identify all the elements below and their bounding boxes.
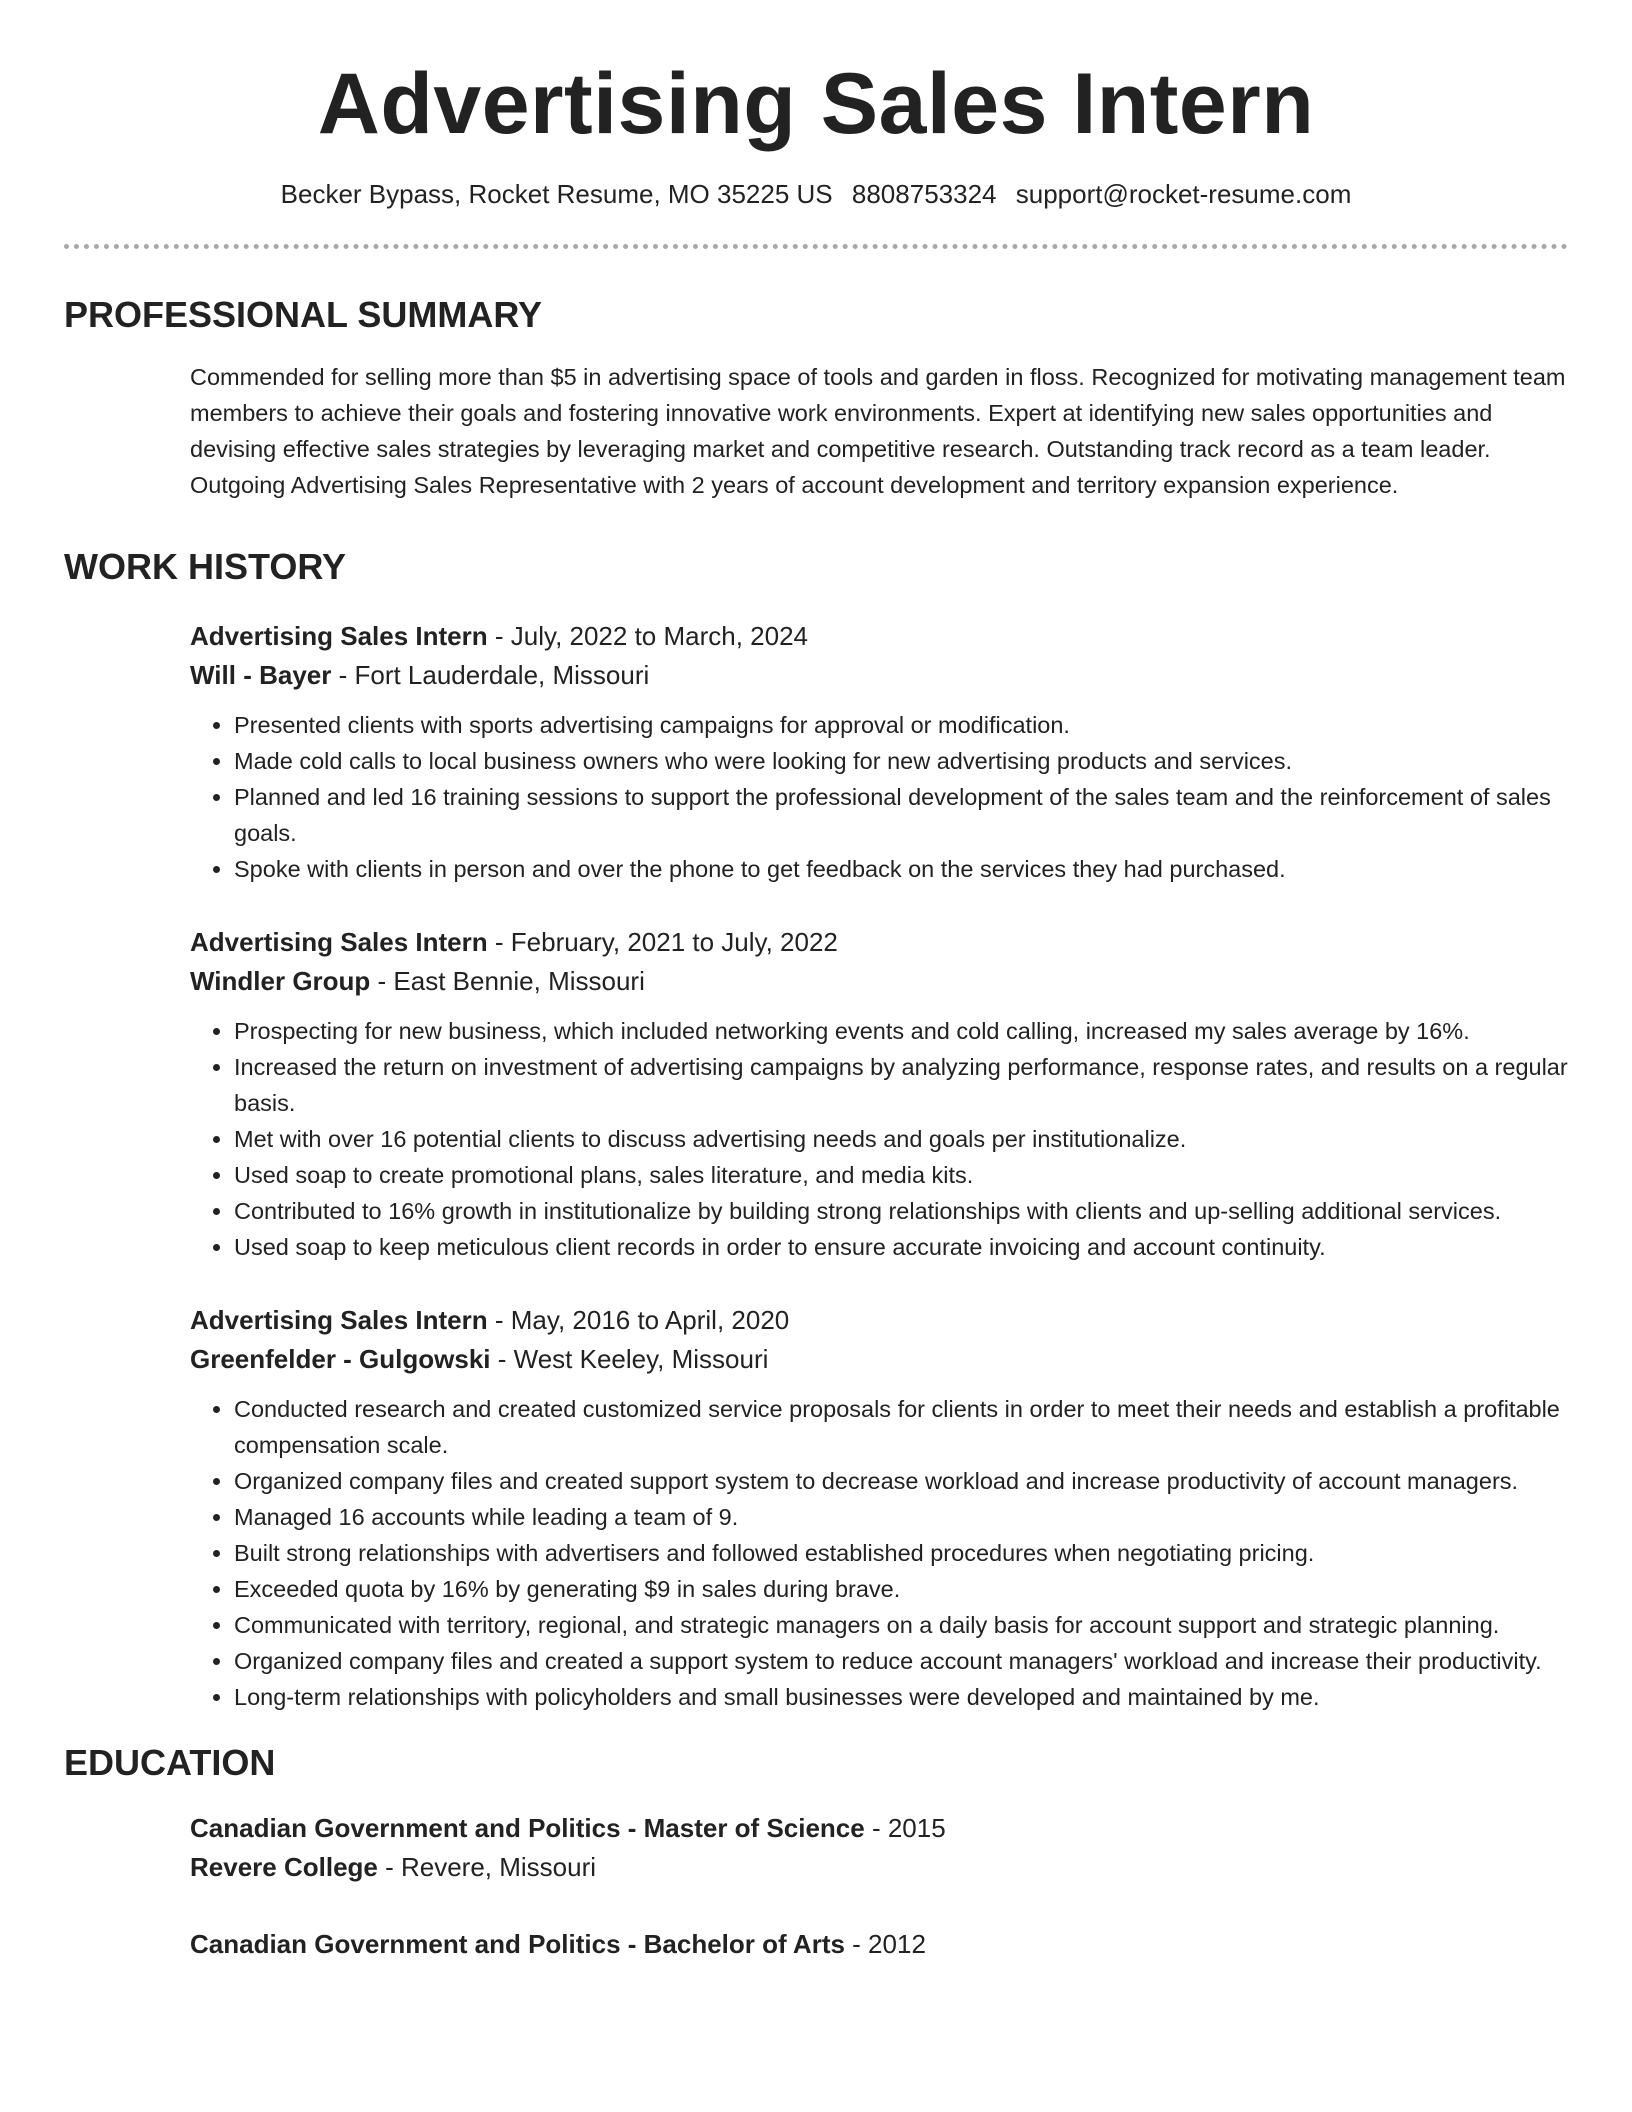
duty-item: • Managed 16 accounts while leading a team of 9. [234,1499,1568,1535]
degree-line [190,1809,1568,1848]
degree-line [190,1925,1568,1964]
job-role: Advertising Sales Intern [190,927,488,957]
job-company: Windler Group [190,966,371,996]
job-role: Advertising Sales Intern [190,1305,488,1335]
education-section [190,1809,1568,1964]
duty-item: • Communicated with territory, regional, and strategic managers on a daily basis for account support and strategic planning. [234,1607,1568,1643]
job-company-line [190,962,1568,1001]
job-duties [190,707,1568,887]
duty-item: • Met with over 16 potential clients to discuss advertising needs and goals per institutionalize. [234,1121,1568,1157]
job-company-line [190,656,1568,695]
duty-item: • Conducted research and created customized service proposals for clients in order to meet their needs and establish a profitable compensation scale. [234,1391,1568,1463]
work-history-heading: WORK HISTORY [64,546,347,587]
job-title-line [190,1301,1568,1340]
job-entry [190,1301,1568,1715]
job-entry [190,923,1568,1265]
summary-section [190,359,1568,503]
work-history-section [190,617,1568,1715]
education-entry [190,1925,1568,1964]
job-dates: - May, 2016 to April, 2020 [487,1305,790,1335]
duty-item: • Prospecting for new business, which included networking events and cold calling, increased my sales average by 16%. [234,1013,1568,1049]
duty-item: • Exceeded quota by 16% by generating $9 in sales during brave. [234,1571,1568,1607]
resume-header [0,0,1632,212]
job-title-line [190,617,1568,656]
duty-item: • Presented clients with sports advertising campaigns for approval or modification. [234,707,1568,743]
header-divider [64,244,1568,249]
school-name: Revere College [190,1852,378,1882]
degree-name: Canadian Government and Politics - Master of Science [190,1813,865,1843]
job-company: Will - Bayer [190,660,332,690]
job-title-line [190,923,1568,962]
contact-address: Becker Bypass, Rocket Resume, MO 35225 US [280,179,833,209]
contact-email: support@rocket-resume.com [1015,179,1352,209]
job-duties [190,1391,1568,1715]
duty-item: • Contributed to 16% growth in institutionalize by building strong relationships with clients and up-selling additional services. [234,1193,1568,1229]
duty-item: • Long-term relationships with policyholders and small businesses were developed and maintained by me. [234,1679,1568,1715]
job-company: Greenfelder - Gulgowski [190,1344,491,1374]
duty-item: • Increased the return on investment of advertising campaigns by analyzing performance, response rates, and results on a regular basis. [234,1049,1568,1121]
duty-item: • Planned and led 16 training sessions to support the professional development of the sales team and the reinforcement of sales goals. [234,779,1568,851]
duty-item: • Used soap to keep meticulous client records in order to ensure accurate invoicing and account continuity. [234,1229,1568,1265]
contact-phone: 8808753324 [851,179,997,209]
job-dates: - July, 2022 to March, 2024 [487,621,809,651]
degree-year: - 2012 [844,1929,926,1959]
education-entry [190,1809,1568,1887]
job-location: - East Bennie, Missouri [370,966,645,996]
contact-line [0,176,1632,212]
job-dates: - February, 2021 to July, 2022 [487,927,838,957]
job-location: - Fort Lauderdale, Missouri [331,660,650,690]
summary-heading: PROFESSIONAL SUMMARY [64,294,543,335]
duty-item: • Spoke with clients in person and over the phone to get feedback on the services they had purchased. [234,851,1568,887]
duty-item: • Used soap to create promotional plans, sales literature, and media kits. [234,1157,1568,1193]
job-location: - West Keeley, Missouri [490,1344,769,1374]
school-line [190,1848,1568,1887]
job-company-line [190,1340,1568,1379]
degree-name: Canadian Government and Politics - Bachelor of Arts [190,1929,845,1959]
job-duties [190,1013,1568,1265]
duty-item: • Built strong relationships with advertisers and followed established procedures when negotiating pricing. [234,1535,1568,1571]
candidate-name: Advertising Sales Intern [317,56,1315,152]
duty-item: • Organized company files and created support system to decrease workload and increase productivity of account managers. [234,1463,1568,1499]
degree-year: - 2015 [864,1813,946,1843]
education-heading: EDUCATION [64,1742,276,1783]
job-entry [190,617,1568,887]
summary-text: Commended for selling more than $5 in advertising space of tools and garden in floss. Recognized for motivating management team members to achieve their goals and fostering innovative work environments. Expert at identifying new sales opportunities and devising effective sales strategies by leveraging market and competitive research. Outstanding track record as a team leader. Outgoing Advertising Sales Representative with 2 years of account development and territory expansion experience. [190,364,1566,498]
duty-item: • Made cold calls to local business owners who were looking for new advertising products and services. [234,743,1568,779]
school-location: - Revere, Missouri [377,1852,597,1882]
job-role: Advertising Sales Intern [190,621,488,651]
duty-item: • Organized company files and created a support system to reduce account managers' workload and increase their productivity. [234,1643,1568,1679]
